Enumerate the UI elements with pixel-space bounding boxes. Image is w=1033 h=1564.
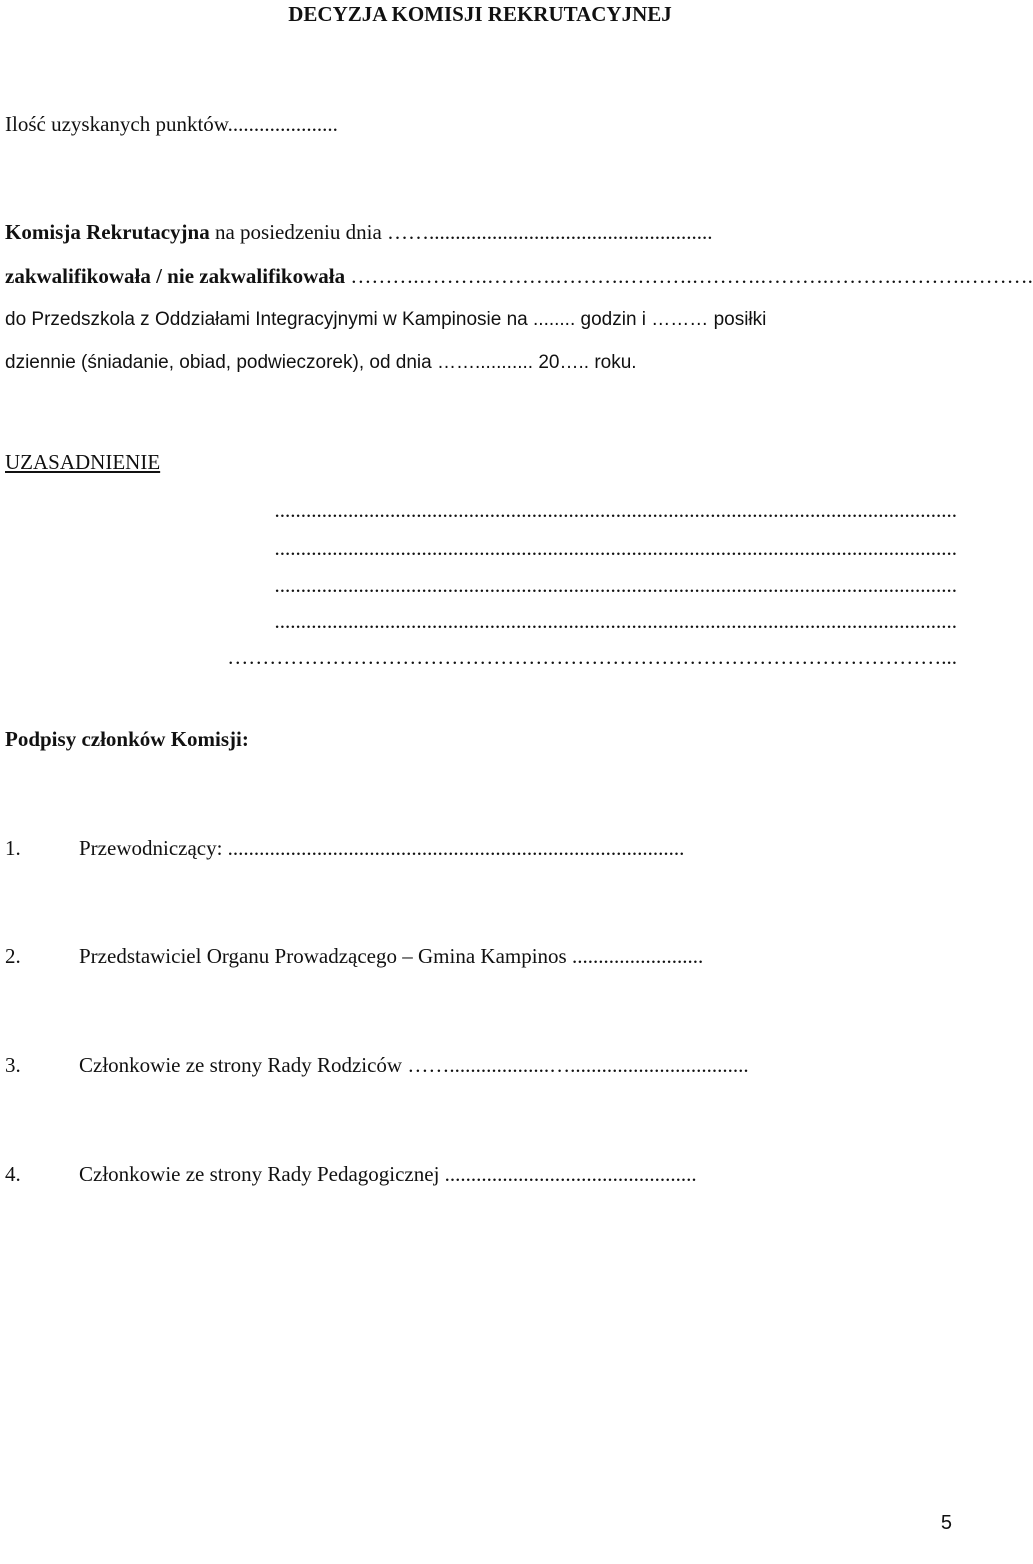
kindergarten-line: [5, 308, 766, 332]
justification-line-1: ..................................................................................................................................: [274, 498, 957, 522]
qualified-line: [5, 264, 1033, 288]
commission-text: na posiedzeniu dnia ……......................................................: [209, 220, 713, 244]
commission-label: Komisja Rekrutacyjna: [5, 220, 210, 244]
signature-item-4: [5, 1162, 697, 1186]
justification-heading: UZASADNIENIE: [5, 450, 161, 474]
commission-line: [5, 220, 713, 244]
signature-item-2: [5, 944, 703, 968]
date-text: dziennie (śniadanie, obiad, podwieczorek), od dnia ……........... 20….. roku.: [5, 352, 637, 373]
signature-item-1: [5, 836, 684, 860]
signature-number: 1.: [5, 836, 21, 860]
signature-text: Członkowie ze strony Rady Rodziców ……...................…..................................: [79, 1053, 749, 1077]
justification-line-2: ..................................................................................................................................: [274, 536, 957, 560]
page-number: 5: [940, 1512, 952, 1534]
date-line: [5, 351, 637, 375]
points-line: Ilość uzyskanych punktów.....................: [5, 112, 338, 136]
signature-text: Członkowie ze strony Rady Pedagogicznej ................................................: [79, 1162, 697, 1186]
signature-number: 4.: [5, 1162, 21, 1186]
qualified-fill: ……….……….……….……….……….……….……….……….……….……….: [345, 264, 1033, 288]
justification-line-3: ..................................................................................................................................: [274, 573, 957, 597]
signature-number: 3.: [5, 1053, 21, 1077]
justification-line-5: …………………………………………………………………………………………...: [227, 645, 957, 669]
signature-number: 2.: [5, 944, 21, 968]
signature-item-3: [5, 1053, 749, 1077]
kindergarten-text: do Przedszkola z Oddziałami Integracyjnymi w Kampinosie na ........ godzin i ……… posiłki: [5, 309, 767, 330]
qualified-text: zakwalifikowała / nie zakwalifikowała: [5, 264, 346, 288]
document-title: DECYZJA KOMISJI REKRUTACYJNEJ: [288, 2, 672, 26]
signature-text: Przedstawiciel Organu Prowadzącego – Gmina Kampinos .........................: [79, 944, 704, 968]
signatures-heading: Podpisy członków Komisji:: [5, 727, 249, 751]
signature-text: Przewodniczący: .......................................................................................: [79, 836, 685, 860]
justification-line-4: ..................................................................................................................................: [274, 609, 957, 633]
